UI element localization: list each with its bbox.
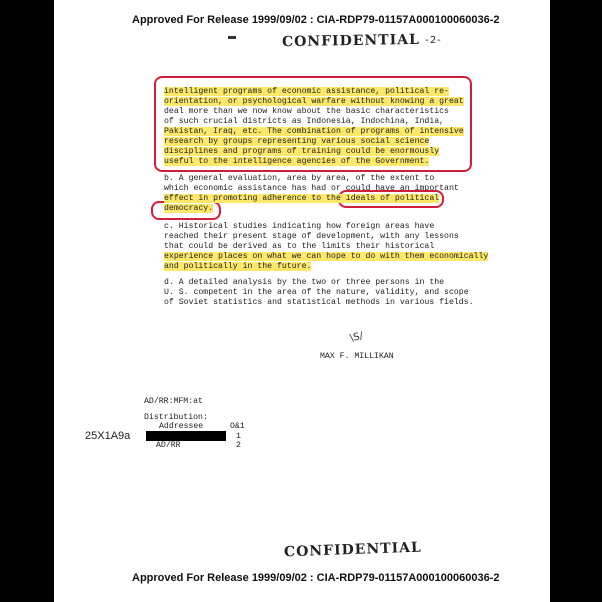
line: orientation, or psychological warfare without knowing a great — [164, 97, 464, 106]
mark-dash — [228, 36, 236, 39]
confidential-stamp-bottom: CONFIDENTIAL — [283, 539, 423, 561]
line: of Soviet statistics and statistical methods in various fields. — [164, 298, 474, 307]
redaction-bar — [146, 431, 226, 441]
line: deal more than we now know about the basic characteristics — [164, 107, 449, 116]
redacted-count: 1 — [236, 432, 241, 441]
addressee-label: Addressee — [159, 422, 204, 431]
document-page — [54, 0, 550, 602]
line: that could be derived as to the limits their historical — [164, 242, 435, 251]
signatory-name: MAX F. MILLIKAN — [320, 352, 394, 361]
release-header: Approved For Release 1999/09/02 : CIA-RDP79-01157A000100060036-2 — [132, 14, 500, 26]
paragraph-b — [164, 174, 459, 214]
line: experience places on what we can hope to do with them economically — [164, 252, 489, 261]
confidential-stamp-top: CONFIDENTIAL — [281, 31, 421, 51]
line: which economic assistance has had or could have an important — [164, 184, 459, 193]
line: c. Historical studies indicating how foreign areas have — [164, 222, 435, 231]
adrr-count: 2 — [236, 441, 241, 450]
paragraph-opening — [164, 87, 464, 167]
line: Pakistan, Iraq, etc. The combination of programs of intensive — [164, 127, 464, 136]
line: reached their present stage of development, with any lessons — [164, 232, 459, 241]
line: disciplines and programs of training could be enormously — [164, 147, 440, 156]
release-footer: Approved For Release 1999/09/02 : CIA-RDP79-01157A000100060036-2 — [132, 572, 500, 584]
signature-mark: \S/ — [348, 330, 365, 345]
line: research by groups representing various social science — [164, 137, 430, 146]
side-code: 25X1A9a — [85, 430, 131, 442]
line: of such crucial districts as Indonesia, Indochina, India, — [164, 117, 445, 126]
page-number: -2- — [424, 35, 443, 46]
line: b. A general evaluation, area by area, of the extent to — [164, 174, 435, 183]
addressee-count: O&1 — [230, 422, 245, 431]
line: and politically in the future. — [164, 262, 312, 271]
line: democracy. — [164, 204, 214, 213]
paragraph-d — [164, 278, 474, 308]
line: intelligent programs of economic assistance, political re- — [164, 87, 449, 96]
reference-initials: AD/RR:MFM:at — [144, 397, 203, 406]
line: useful to the intelligence agencies of the Government. — [164, 157, 430, 166]
paragraph-c — [164, 222, 488, 272]
line: U. S. competent in the area of the nature, validity, and scope — [164, 288, 469, 297]
distribution-title: Distribution: — [144, 413, 208, 422]
line: effect in promoting adherence to the ideals of political — [164, 194, 440, 203]
line: d. A detailed analysis by the two or three persons in the — [164, 278, 445, 287]
adrr-label: AD/RR — [156, 441, 181, 450]
